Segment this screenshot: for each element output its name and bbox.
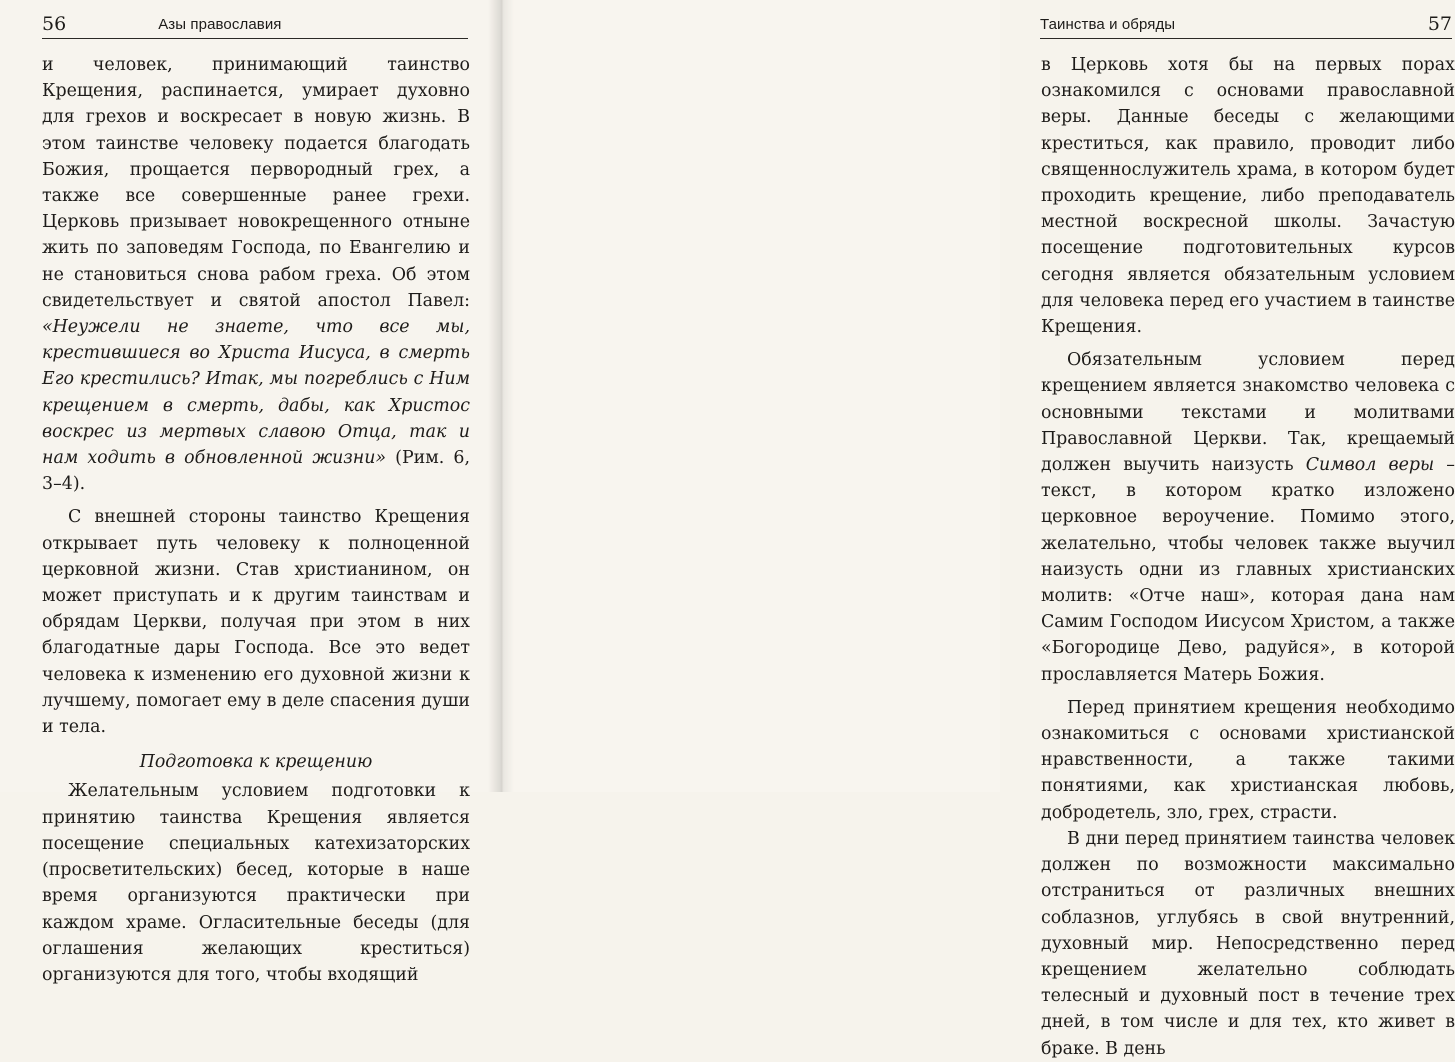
right-paragraph-4: В дни перед принятием таинства человек должен по возможности максимально отстраниться от различных внешних соблазнов, углубясь в свой внутренний, духовный мир. Непосредственно перед крещением желательно соблюдать телесный и духовный пост в течение трех дней, в том числе и для тех, кто живет в браке. В день: [1041, 828, 1455, 1059]
left-paragraph-2: С внешней стороны таинство Крещения открывает путь человеку к полноценной церковной жизни. Став христианином, он может приступать и к другим таинствам и обрядам Церкви, получая при этом в них благодатные дары Господа. Все это ведет человека к изменению его духовной жизни к лучшему, помогает ему в деле спасения души и тела.: [42, 507, 470, 738]
right-paragraph-2: [1041, 347, 1455, 688]
scripture-quote: «Неужели не знаете, что все мы, крестившиеся во Христа Иисуса, в смерть Его крестились? Итак, мы погреблись с Ним крещением в смерть, дабы, как Христос воскрес из мертвых славою Отца, так и нам ходить в обновленной жизни»: [42, 317, 470, 469]
left-page: [0, 0, 500, 985]
right-running-title: Таинства и обряды: [1040, 15, 1176, 33]
left-paragraph-1-text: и человек, принимающий таинство Крещения, распинается, умирает духовно для грехов и воскресает в новую жизнь. В этом таинстве человеку подается благодать Божия, прощается первородный грех, а также все совершенные ранее грехи. Церковь призывает новокрещенного отныне жить по заповедям Господа, по Евангелию и не становиться снова рабом греха. Об этом свидетельствует и святой апостол Павел:: [42, 55, 470, 311]
left-running-head: [42, 10, 468, 39]
right-running-head: [1040, 10, 1452, 39]
right-page-number: 57: [1427, 13, 1452, 35]
section-subheading: Подготовка к крещению: [139, 752, 373, 773]
right-paragraph-3: Перед принятием крещения необходимо ознакомиться с основами христианской нравственности, а также такими понятиями, как христианская любовь, добродетель, зло, грех, страсти.: [1041, 697, 1455, 823]
right-body-text: [1041, 52, 1455, 1062]
right-paragraph-1: в Церковь хотя бы на первых порах ознакомился с основами православной веры. Данные беседы с желающими креститься, как правило, проводит либо священнослужитель храма, в котором будет проходить крещение, либо преподаватель местной воскресной школы. Зачастую посещение подготовительных курсов сегодня является обязательным условием для человека перед его участием в таинстве Крещения.: [1041, 55, 1455, 338]
symbol-of-faith-term: Символ веры: [1305, 455, 1435, 476]
book-gutter-shadow: [488, 0, 514, 792]
left-running-title: Азы православия: [158, 15, 282, 33]
right-paragraph-2-text-b: – текст, в котором кратко изложено церковное вероучение. Помимо этого, желательно, чтобы человек также выучил наизусть одни из главных христианских молитв: «Отче наш», которая дана нам Самим Господом Иисусом Христом, а также «Богородице Дево, радуйся», в которой прославляется Матерь Божия.: [1041, 455, 1455, 685]
scripture-reference: (Рим. 6, 3–4).: [42, 448, 470, 495]
left-paragraph-3: Желательным условием подготовки к принятию таинства Крещения является посещение специальных катехизаторских (просветительских) бесед, которые в наше время организуются практически при каждом храме. Огласительные беседы (для оглашения желающих креститься) организуются для того, чтобы входящий: [42, 781, 470, 985]
right-page: [500, 0, 1455, 1059]
left-paragraph-1: [42, 52, 470, 497]
left-body-text: [42, 52, 470, 988]
left-page-number: 56: [42, 13, 67, 35]
right-paragraph-2-text-a: Обязательным условием перед крещением является знакомство человека с основными текстами и молитвами Православной Церкви. Так, крещаемый должен выучить наизусть: [1041, 350, 1455, 476]
